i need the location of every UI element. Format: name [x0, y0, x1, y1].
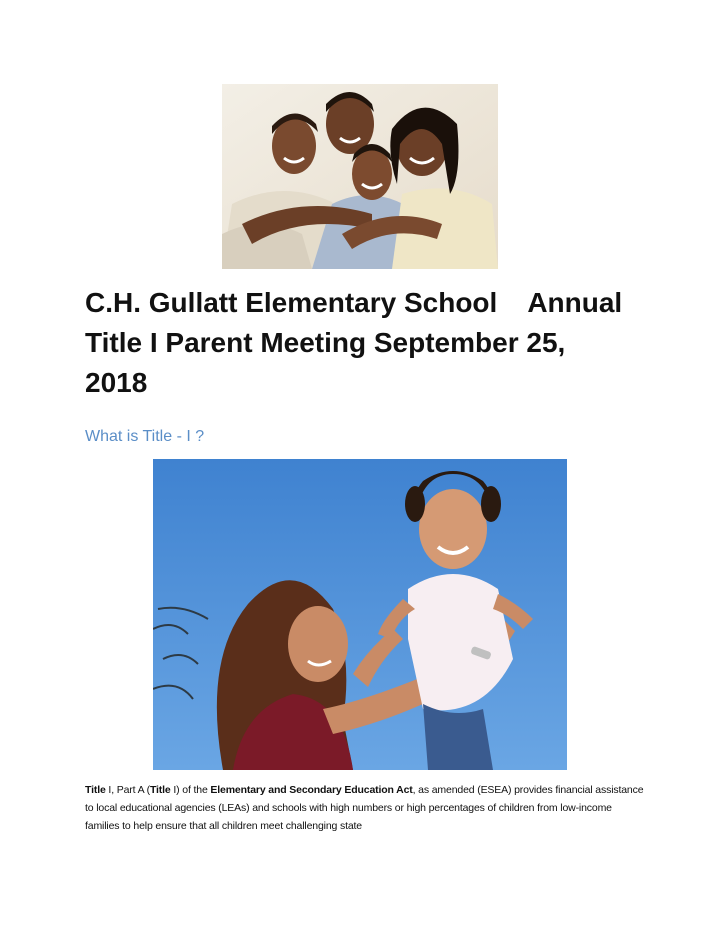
title-one-description — [85, 781, 645, 835]
title-line1-left: C.H. Gullatt Elementary School — [85, 287, 498, 318]
page-title — [85, 283, 645, 403]
mother-child-photo — [153, 459, 567, 770]
term-esea: Elementary and Secondary Education Act — [210, 784, 413, 796]
term-title: Title — [149, 784, 171, 796]
family-photo — [222, 84, 498, 269]
text-run: , as amended (ESEA) provides financial assistance to local educational agencies (LEAs) and schools with high numbers or high percentages of children from low-income families to help ensure that all children meet challenging state — [85, 784, 644, 832]
text-run: I) of the — [170, 784, 211, 796]
title-line3: 2018 — [85, 367, 148, 398]
title-line2: Title I Parent Meeting September 25, — [85, 327, 566, 358]
section-heading: What is Title - I ? — [85, 428, 205, 445]
family-photo-icon — [222, 84, 498, 269]
text-run: I, Part A ( — [105, 784, 150, 796]
title-line1-right: Annual — [527, 287, 623, 318]
term-title: Title — [85, 784, 106, 796]
mother-child-photo-icon — [153, 459, 567, 770]
